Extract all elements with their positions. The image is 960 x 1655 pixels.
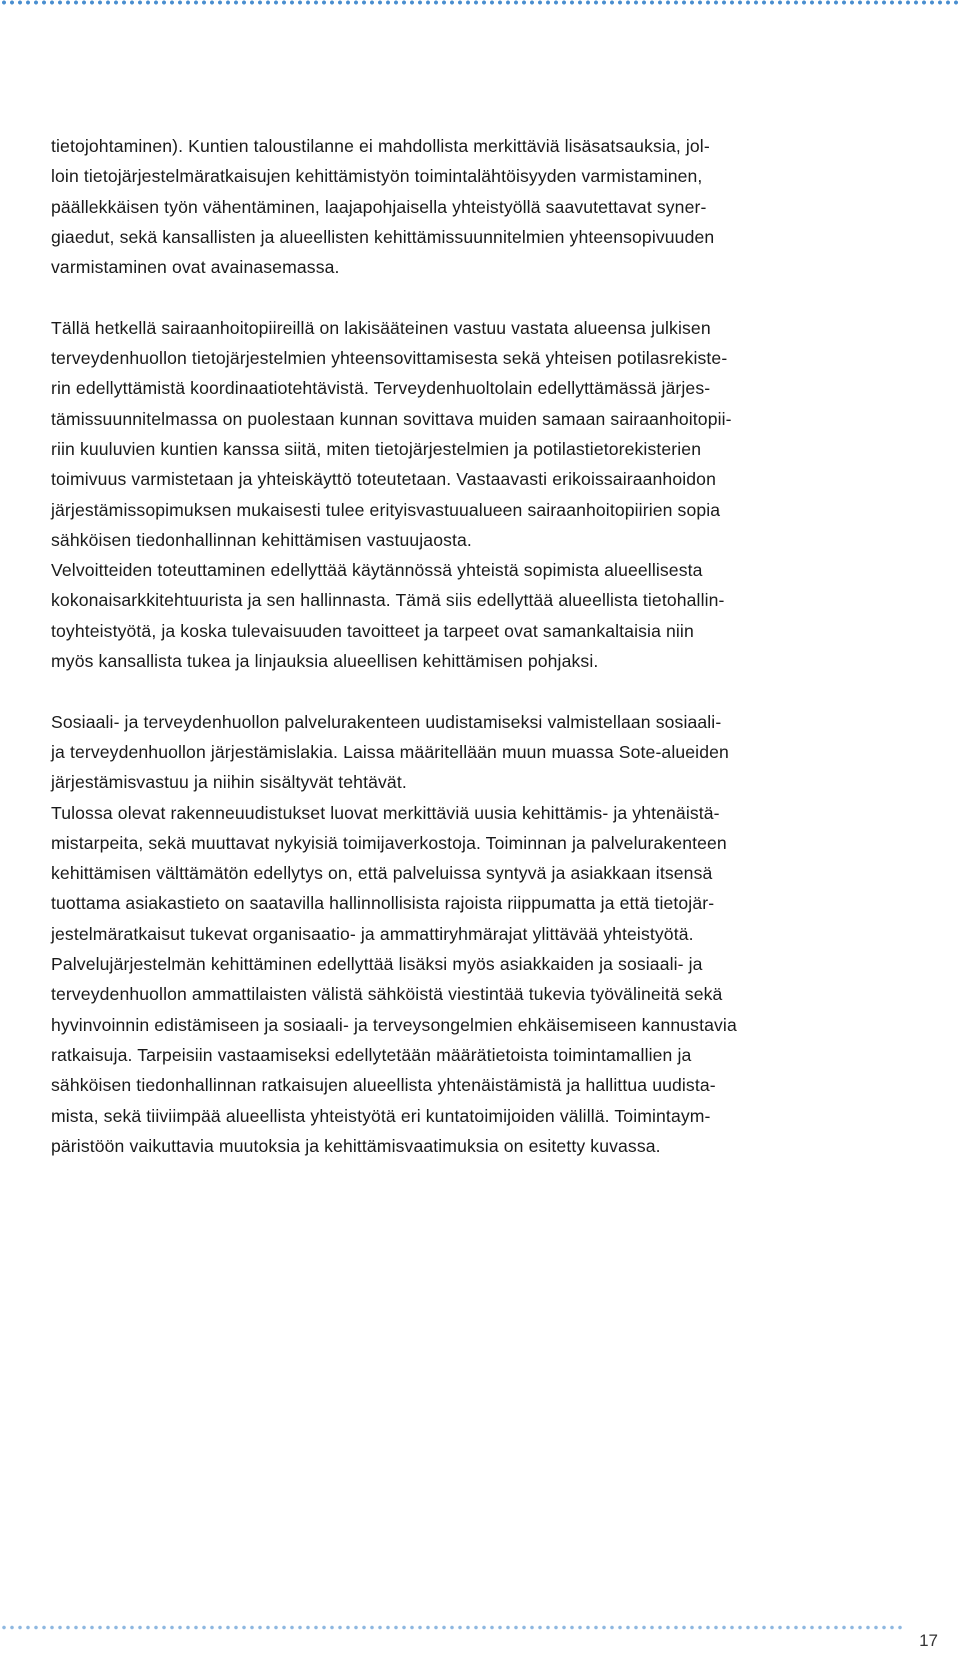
text-line: riin kuuluvien kuntien kanssa siitä, miten tietojärjestelmien ja potilastietorekisterien — [51, 438, 702, 459]
text-line: mistarpeita, sekä muuttavat nykyisiä toimijaverkostoja. Toiminnan ja palvelurakenteen — [51, 832, 727, 853]
text-line: tuottama asiakastieto on saatavilla hallinnollisista rajoista riippumatta ja että tietojär- — [51, 893, 715, 914]
text-line: kehittämisen välttämätön edellytys on, että palveluissa syntyvä ja asiakkaan itsensä — [51, 863, 713, 884]
text-line: järjestämissopimuksen mukaisesti tulee erityisvastuualueen sairaanhoitopiirien sopia — [51, 499, 721, 520]
text-line: Palvelujärjestelmän kehittäminen edellyttää lisäksi myös asiakkaiden ja sosiaali- ja — [51, 954, 703, 975]
text-line: tämissuunnitelmassa on puolestaan kunnan sovittava muiden samaan sairaanhoitopii- — [51, 408, 732, 429]
bottom-dotted-rule — [0, 1625, 905, 1630]
text-line: Sosiaali- ja terveydenhuollon palvelurakenteen uudistamiseksi valmistellaan sosiaali- — [51, 711, 722, 732]
text-line: päällekkäisen työn vähentäminen, laajapohjaisella yhteistyöllä saavutettavat syner- — [51, 196, 707, 217]
text-line: loin tietojärjestelmäratkaisujen kehittämistyön toimintalähtöisyyden varmistaminen, — [51, 166, 703, 187]
text-line: toimivuus varmistetaan ja yhteiskäyttö toteutetaan. Vastaavasti erikoissairaanhoidon — [51, 469, 716, 490]
paragraph-gap — [51, 282, 941, 312]
text-line: varmistaminen ovat avainasemassa. — [51, 257, 340, 278]
paragraph-3 — [51, 707, 941, 1161]
text-line: hyvinvoinnin edistämiseen ja sosiaali- ja terveysongelmien ehkäisemiseen kannustavia — [51, 1014, 737, 1035]
text-line: giaedut, sekä kansallisten ja alueellisten kehittämissuunnitelmien yhteensopivuuden — [51, 226, 715, 247]
text-line: Tulossa olevat rakenneuudistukset luovat merkittäviä uusia kehittämis- ja yhtenäistä- — [51, 802, 720, 823]
text-line: myös kansallista tukea ja linjauksia alueellisen kehittämisen pohjaksi. — [51, 651, 599, 672]
text-line: mista, sekä tiiviimpää alueellista yhteistyötä eri kuntatoimijoiden välillä. Toimintaym- — [51, 1105, 711, 1126]
text-line: terveydenhuollon tietojärjestelmien yhteensovittamisesta sekä yhteisen potilasrekiste- — [51, 348, 728, 369]
text-line: Tällä hetkellä sairaanhoitopiireillä on lakisääteinen vastuu vastata alueensa julkisen — [51, 317, 711, 338]
body-text — [51, 131, 941, 1161]
page-number: 17 — [919, 1631, 938, 1650]
text-line: sähköisen tiedonhallinnan kehittämisen vastuujaosta. — [51, 529, 472, 550]
text-line: ratkaisuja. Tarpeisiin vastaamiseksi edellytetään määrätietoista toimintamallien ja — [51, 1044, 692, 1065]
text-line: sähköisen tiedonhallinnan ratkaisujen alueellista yhtenäistämistä ja hallittua uudista- — [51, 1075, 716, 1096]
text-line: terveydenhuollon ammattilaisten välistä sähköistä viestintää tukevia työvälineitä sekä — [51, 984, 723, 1005]
text-line: jestelmäratkaisut tukevat organisaatio- ja ammattiryhmärajat ylittävää yhteistyötä. — [51, 923, 694, 944]
text-line: järjestämisvastuu ja niihin sisältyvät tehtävät. — [51, 772, 407, 793]
text-line: ja terveydenhuollon järjestämislakia. Laissa määritellään muun muassa Sote-alueiden — [51, 741, 729, 762]
text-line: Velvoitteiden toteuttaminen edellyttää käytännössä yhteistä sopimista alueellisesta — [51, 560, 703, 581]
text-line: päristöön vaikuttavia muutoksia ja kehittämisvaatimuksia on esitetty kuvassa. — [51, 1135, 661, 1156]
text-line: rin edellyttämistä koordinaatiotehtävistä. Terveydenhuoltolain edellyttämässä järjes- — [51, 378, 711, 399]
paragraph-gap — [51, 676, 941, 706]
text-line: toyhteistyötä, ja koska tulevaisuuden tavoitteet ja tarpeet ovat samankaltaisia niin — [51, 620, 694, 641]
paragraph-2 — [51, 313, 941, 677]
text-line: tietojohtaminen). Kuntien taloustilanne ei mahdollista merkittäviä lisäsatsauksia, jol- — [51, 136, 710, 156]
paragraph-1 — [51, 131, 941, 282]
top-dotted-rule — [0, 0, 960, 5]
text-line: kokonaisarkkitehtuurista ja sen hallinnasta. Tämä siis edellyttää alueellista tietohallin- — [51, 590, 725, 611]
